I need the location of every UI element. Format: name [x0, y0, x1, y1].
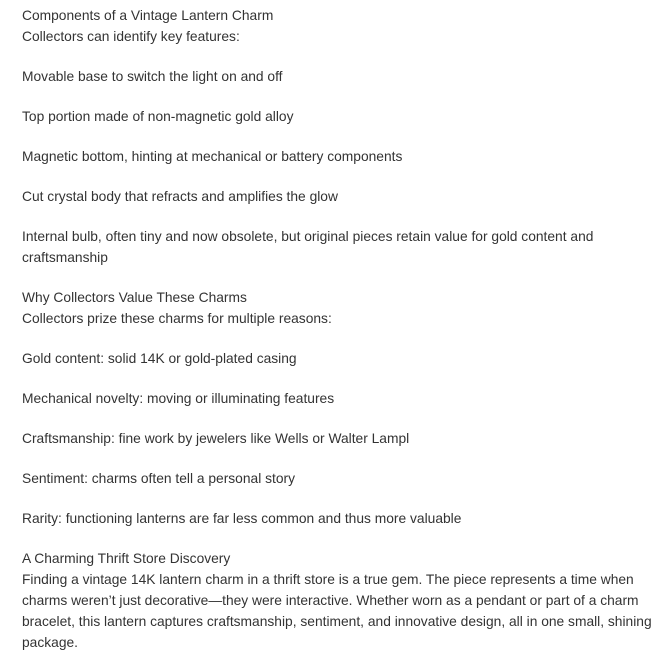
- reason-item: [22, 348, 646, 369]
- feature-item: [22, 106, 646, 127]
- feature-item: [22, 146, 646, 167]
- paragraph-line: Finding a vintage 14K lantern charm in a thrift store is a true gem. The piece represents a time when: [22, 572, 634, 587]
- reason-item: [22, 428, 646, 449]
- reason-text: Gold content: solid 14K or gold-plated casing: [22, 351, 297, 366]
- section-intro: Collectors prize these charms for multiple reasons:: [22, 311, 332, 326]
- paragraph-line: package.: [22, 635, 78, 650]
- reason-item: [22, 508, 646, 529]
- section-heading: Components of a Vintage Lantern Charm: [22, 8, 274, 23]
- reason-text: Rarity: functioning lanterns are far less common and thus more valuable: [22, 511, 462, 526]
- feature-text: craftsmanship: [22, 250, 108, 265]
- section-components-header: [22, 5, 646, 47]
- feature-item: [22, 66, 646, 87]
- feature-text: Cut crystal body that refracts and amplifies the glow: [22, 189, 338, 204]
- feature-text: Top portion made of non-magnetic gold alloy: [22, 109, 294, 124]
- reason-text: Mechanical novelty: moving or illuminating features: [22, 391, 335, 406]
- reason-item: [22, 388, 646, 409]
- section-value-header: [22, 287, 646, 329]
- paragraph-line: bracelet, this lantern captures craftsmanship, sentiment, and innovative design, all in one small, shining: [22, 614, 652, 629]
- reason-text: Craftsmanship: fine work by jewelers like Wells or Walter Lampl: [22, 431, 410, 446]
- feature-text: Movable base to switch the light on and off: [22, 69, 283, 84]
- feature-item: [22, 186, 646, 207]
- reason-text: Sentiment: charms often tell a personal story: [22, 471, 296, 486]
- section-discovery: [22, 548, 652, 653]
- section-heading: Why Collectors Value These Charms: [22, 290, 247, 305]
- paragraph-line: charms weren’t just decorative—they were interactive. Whether worn as a pendant or part of a charm: [22, 593, 639, 608]
- feature-text: Internal bulb, often tiny and now obsolete, but original pieces retain value for gold content and: [22, 229, 594, 244]
- section-heading: A Charming Thrift Store Discovery: [22, 551, 231, 566]
- feature-text: Magnetic bottom, hinting at mechanical or battery components: [22, 149, 403, 164]
- section-intro: Collectors can identify key features:: [22, 29, 240, 44]
- reason-item: [22, 468, 646, 489]
- feature-item: [22, 226, 646, 268]
